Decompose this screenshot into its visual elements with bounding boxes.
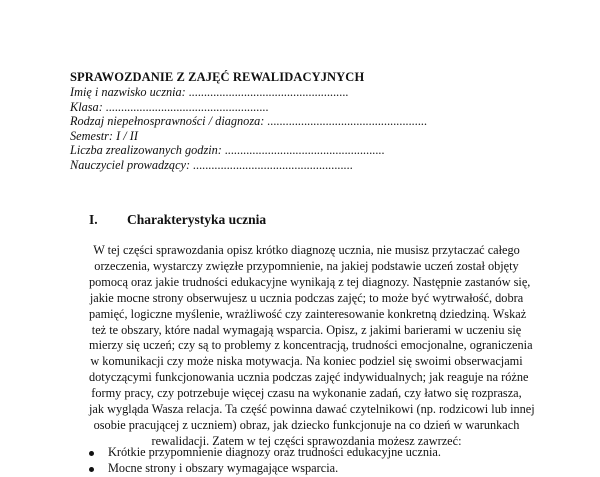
field-disability-type: Rodzaj niepełnosprawności / diagnoza: .................................................... (70, 114, 428, 128)
paragraph-line: orzeczenia, wystarczy zwięzłe przypomnienie, na jakiej podstawie uczeń został objęty (94, 258, 519, 273)
section-heading (89, 212, 266, 228)
paragraph-line: formy pracy, czy potrzebuje więcej czasu na wykonanie zadań, czy łatwo się rozprasza, (91, 386, 522, 401)
bullet-icon (89, 451, 94, 456)
paragraph-line: dotyczącymi funkcjonowania ucznia podczas zajęć indywidualnych; jak reaguje na różne (89, 370, 529, 385)
bullet-list (89, 445, 441, 477)
paragraph-line: osobie pracującej z uczniem) obraz, jak dziecko funkcjonuje na co dzień w warunkach (93, 417, 520, 432)
list-item-text: Krótkie przypomnienie diagnozy oraz trudności edukacyjne ucznia. (108, 445, 441, 459)
paragraph-line: pomocą oraz jakie trudności edukacyjne wynikają z tej diagnozy. Następnie zastanów się, (89, 274, 531, 289)
paragraph-line: też te obszary, które nadal wymagają wsparcia. Opisz, z jakimi barierami w uczeniu się (91, 322, 522, 337)
paragraph-line: jak wygląda Wasza relacja. Ta część powinna dawać czytelnikowi (np. rodzicowi lub innej (89, 402, 535, 417)
list-item-text: Mocne strony i obszary wymagające wsparcia. (108, 460, 339, 475)
paragraph-line: rewalidacji. Zatem w tej części sprawozdania możesz zawrzeć: (151, 433, 462, 448)
paragraph-line: w komunikacji czy może niska motywacja. Na koniec podziel się swoimi obserwacjami (90, 354, 523, 369)
paragraph-line: W tej części sprawozdania opisz krótko diagnozę ucznia, nie musisz przytaczać całego (93, 243, 520, 257)
paragraph-line: pamięć, logiczne myślenie, wrażliwość czy zainteresowanie konkretną dziedziną. Wskaż (89, 306, 527, 321)
field-student-name: Imię i nazwisko ucznia: .................................................... (70, 85, 349, 99)
field-class: Klasa: ..................................................... (70, 99, 269, 114)
section-number: I. (89, 212, 98, 227)
paragraph-line: jakie mocne strony obserwujesz u ucznia podczas zajęć; to może być wytrwałość, dobra (89, 290, 524, 305)
bullet-icon (89, 467, 94, 472)
header-fields (70, 85, 427, 172)
field-hours-count: Liczba zrealizowanych godzin: .................................................... (70, 143, 385, 157)
field-semester: Semestr: I / II (70, 128, 138, 143)
paragraph-line: mierzy się uczeń; czy są to problemy z koncentracją, trudności emocjonalne, ograniczenia (89, 338, 533, 353)
list-item (89, 445, 441, 461)
field-teacher: Nauczyciel prowadzący: .................................................... (70, 157, 354, 172)
section-title: Charakterystyka ucznia (127, 212, 267, 227)
list-item (89, 461, 441, 477)
section-paragraph (89, 243, 535, 450)
document-title: SPRAWOZDANIE Z ZAJĘĆ REWALIDACYJNYCH (70, 70, 365, 84)
